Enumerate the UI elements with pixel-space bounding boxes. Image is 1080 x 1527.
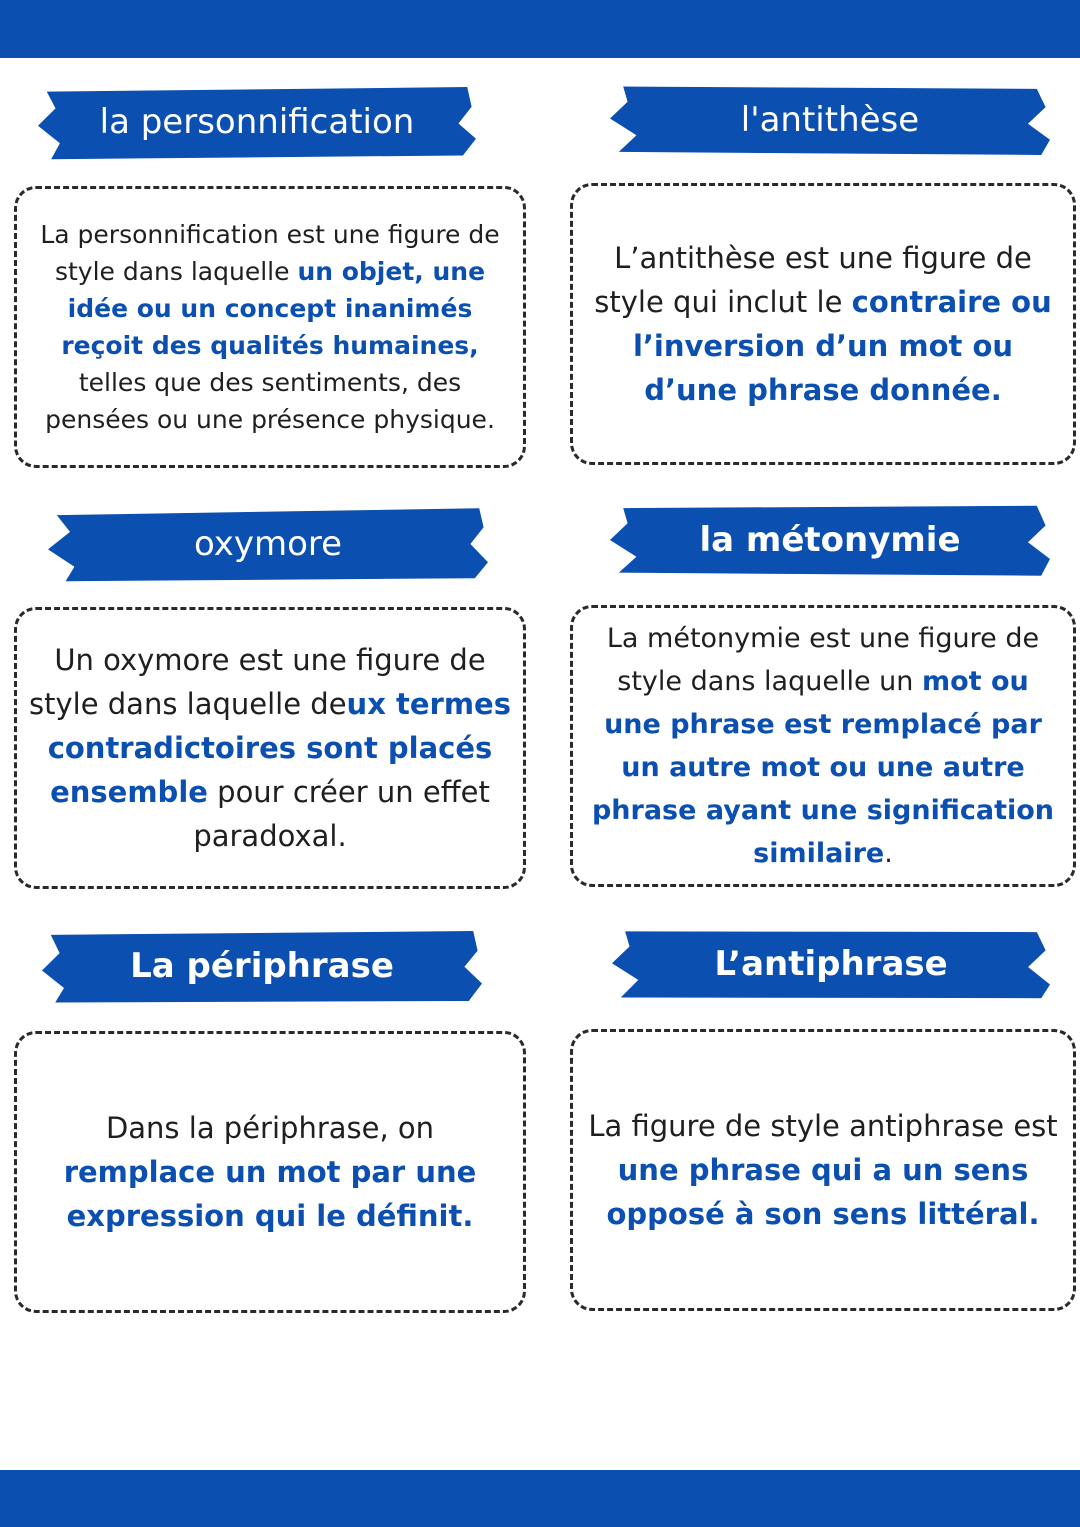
- top-banner-bar: [0, 0, 1080, 58]
- term-title: La périphrase: [130, 946, 394, 986]
- title-ribbon-oxymore: [48, 506, 488, 582]
- definition-text: L’antithèse est une figure de style qui inclut le contraire ou l’inversion d’un mot ou d’une phrase donnée.: [594, 241, 1052, 407]
- term-title: la métonymie: [699, 520, 961, 560]
- definition-text: Un oxymore est une figure de style dans laquelle deux termes contradictoires sont placés ensemble pour créer un effet paradoxal.: [29, 643, 511, 853]
- bottom-banner-bar: [0, 1470, 1080, 1527]
- definition-text: Dans la périphrase, on remplace un mot par une expression qui le définit.: [63, 1111, 477, 1233]
- definition-card-oxymore: [14, 607, 526, 889]
- definition-text: La figure de style antiphrase est une phrase qui a un sens opposé à son sens littéral.: [588, 1109, 1058, 1231]
- title-ribbon-metonymie: [610, 502, 1050, 578]
- title-ribbon-antithese: [610, 82, 1050, 158]
- definition-text: La personnification est une figure de style dans laquelle un objet, une idée ou un concept inanimés reçoit des qualités humaines, telles que des sentiments, des pensées ou une présence physique.: [40, 220, 500, 434]
- title-ribbon-periphrase: [42, 928, 482, 1004]
- definition-card-antiphrase: [570, 1029, 1076, 1311]
- term-title: oxymore: [193, 524, 343, 564]
- term-title: l'antithèse: [740, 100, 920, 140]
- title-ribbon-personnification: [38, 84, 476, 160]
- definition-card-metonymie: [570, 605, 1076, 887]
- definition-card-antithese: [570, 183, 1076, 465]
- definition-card-periphrase: [14, 1031, 526, 1313]
- title-ribbon-antiphrase: [612, 926, 1050, 1002]
- definition-text: La métonymie est une figure de style dans laquelle un mot ou une phrase est remplacé par un autre mot ou une autre phrase ayant une signification similaire.: [591, 623, 1055, 869]
- term-title: la personnification: [99, 102, 415, 142]
- term-title: L’antiphrase: [714, 944, 948, 984]
- definition-card-personnification: [14, 186, 526, 468]
